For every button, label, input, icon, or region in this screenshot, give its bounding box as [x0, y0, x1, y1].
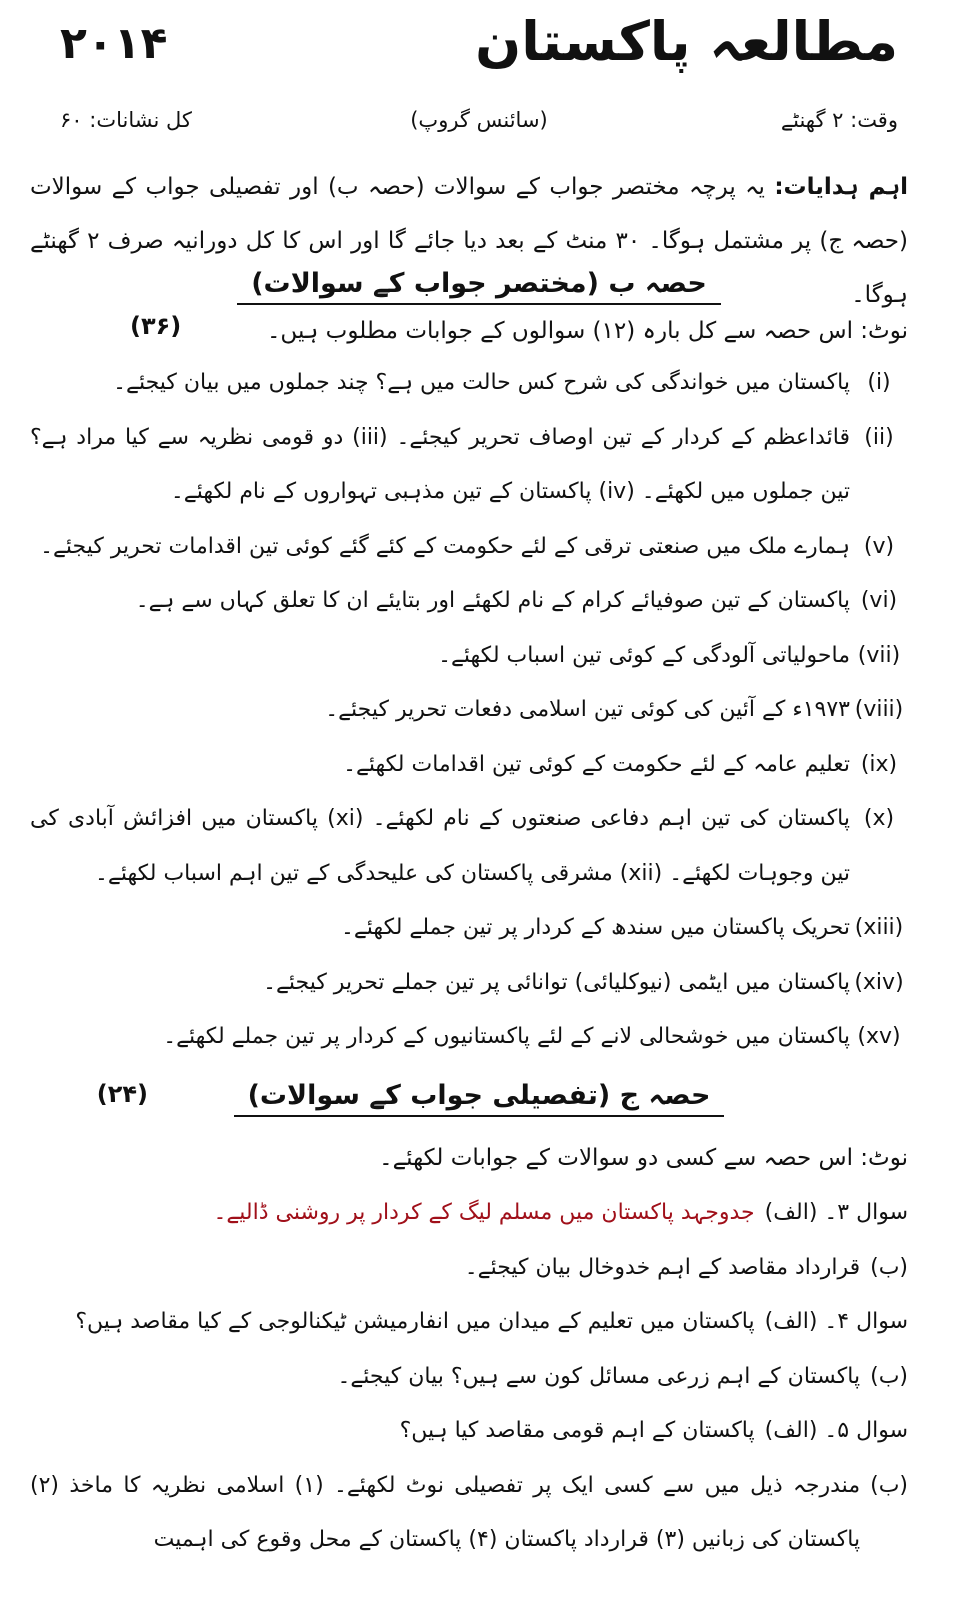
item-label: (x): [863, 806, 895, 831]
item-label: سوال ۴۔ (الف): [764, 1309, 908, 1334]
item-label: (vi): [860, 588, 898, 613]
section-b-heading: [0, 268, 958, 299]
question-item: [30, 629, 908, 684]
section-c-marks: (۲۴): [96, 1080, 148, 1108]
item-label: (ix): [860, 751, 898, 777]
item-text: پاکستان میں تعلیم کے میدان میں انفارمیشن ٹیکنالوجی کے کیا مقاصد ہیں؟: [75, 1309, 755, 1334]
question-item: [30, 356, 908, 411]
item-label: (xi): [327, 806, 364, 831]
item-label: (v): [863, 533, 895, 559]
item-text: تعلیم عامہ کے لئے حکومت کے کوئی تین اقدامات لکھئے۔: [343, 751, 850, 777]
question-item: [30, 738, 908, 793]
question-item: [30, 1350, 908, 1405]
paper-year: ۲۰۱۴: [60, 18, 168, 69]
item-text: پاکستان میں ایٹمی (نیوکلیائی) توانائی پر تین جملے تحریر کیجئے۔: [263, 969, 850, 995]
item-text: پاکستان کی تین اہم دفاعی صنعتوں کے نام لکھئے۔: [372, 806, 850, 831]
question-item: [30, 901, 908, 956]
item-label: (ب): [870, 1363, 908, 1389]
paper-meta: [60, 108, 898, 148]
item-text: دو قومی نظریہ سے کیا مراد ہے؟ تین جملوں میں لکھئے۔: [30, 424, 850, 504]
item-text: پاکستان میں خوشحالی لانے کے لئے پاکستانیوں کے کردار پر تین جملے لکھئے۔: [163, 1024, 850, 1049]
item-text: قائداعظم کے کردار کے تین اوصاف تحریر کیجئے۔: [396, 424, 851, 450]
section-b-heading-text: حصہ ب (مختصر جواب کے سوالات): [237, 268, 721, 305]
time-allowed: وقت: ۲ گھنٹے: [780, 108, 898, 132]
item-label: (iii): [352, 424, 388, 450]
question-item: [30, 1186, 908, 1241]
section-c-list: [30, 1186, 908, 1568]
item-text: پاکستان میں افزائش آبادی کی تین وجوہات لکھئے۔: [30, 806, 850, 886]
question-item: [30, 792, 908, 901]
question-item: [30, 574, 908, 629]
item-text: تحریک پاکستان میں سندھ کے کردار پر تین جملے لکھئے۔: [341, 915, 850, 940]
question-item: [30, 1459, 908, 1568]
item-text: پاکستان کے تین مذہبی تہواروں کے نام لکھئے۔: [170, 479, 592, 504]
item-text: ہمارے ملک میں صنعتی ترقی کے لئے حکومت کے کئے گئے کوئی تین اقدامات تحریر کیجئے۔: [40, 533, 850, 559]
section-b-marks: (۳۶): [130, 312, 182, 340]
item-text: مندرجہ ذیل میں سے کسی ایک پر تفصیلی نوٹ لکھئے۔ (۱) اسلامی نظریہ کا ماخذ (۲) پاکستان کی زبانیں (۳) قرارداد پاکستان (۴) پاکستان کے محل وقوع کی اہمیت: [30, 1472, 861, 1552]
question-item: [30, 1241, 908, 1296]
item-label: (i): [867, 370, 891, 395]
item-label: (xii): [619, 860, 663, 886]
item-label: (ب): [870, 1472, 908, 1498]
paper-title: مطالعہ پاکستان: [475, 10, 898, 73]
instructions-text: یہ پرچہ مختصر جواب کے سوالات (حصہ ب) اور تفصیلی جواب کے سوالات (حصہ ج) پر مشتمل ہوگا۔ ۳۰ منٹ کے بعد دیا جائے گا اور اس کا کل دورانیہ صرف ۲ گھنٹے ہوگا۔: [30, 174, 908, 308]
section-c-heading: [0, 1080, 958, 1111]
item-text: پاکستان کے اہم زرعی مسائل کون سے ہیں؟ بیان کیجئے۔: [337, 1363, 861, 1389]
item-text: پاکستان کے اہم قومی مقاصد کیا ہیں؟: [399, 1418, 755, 1443]
question-item: [30, 683, 908, 738]
question-item: [30, 1010, 908, 1065]
item-label: (ii): [864, 424, 894, 450]
item-label: سوال ۳۔ (الف): [764, 1200, 908, 1225]
question-item: [30, 956, 908, 1011]
group-name: (سائنس گروپ): [410, 108, 548, 132]
item-text: پاکستان کے تین صوفیائے کرام کے نام لکھئے اور بتایئے ان کا تعلق کہاں سے ہے۔: [135, 588, 850, 613]
section-b-note: نوٹ: اس حصہ سے کل بارہ (۱۲) سوالوں کے جوابات مطلوب ہیں۔: [266, 318, 908, 344]
item-text: جدوجہد پاکستان میں مسلم لیگ کے کردار پر روشنی ڈالیے۔: [213, 1200, 755, 1225]
item-label: (xiii): [854, 915, 904, 940]
item-label: (xiv): [854, 969, 904, 995]
item-label: (vii): [857, 642, 901, 668]
question-item: [30, 411, 908, 520]
question-item: [30, 1295, 908, 1350]
item-label: (viii): [854, 697, 904, 722]
item-text: ۱۹۷۳ء کے آئین کی کوئی تین اسلامی دفعات تحریر کیجئے۔: [325, 697, 850, 722]
item-text: مشرقی پاکستان کی علیحدگی کے تین اہم اسباب لکھئے۔: [95, 860, 613, 886]
item-label: (ب): [870, 1254, 908, 1280]
item-text: قرارداد مقاصد کے اہم خدوخال بیان کیجئے۔: [464, 1254, 861, 1280]
section-b-list: [30, 356, 908, 1065]
instructions-label: اہم ہدایات:: [774, 174, 909, 200]
question-item: [30, 520, 908, 575]
item-label: سوال ۵۔ (الف): [764, 1418, 908, 1443]
section-c-heading-text: حصہ ج (تفصیلی جواب کے سوالات): [234, 1080, 725, 1117]
item-text: ماحولیاتی آلودگی کے کوئی تین اسباب لکھئے۔: [438, 642, 850, 668]
section-c-note: نوٹ: اس حصہ سے کسی دو سوالات کے جوابات لکھئے۔: [379, 1145, 908, 1171]
item-text: پاکستان میں خواندگی کی شرح کس حالت میں ہے؟ چند جملوں میں بیان کیجئے۔: [113, 370, 850, 395]
item-label: (xv): [857, 1024, 901, 1049]
item-label: (iv): [598, 479, 635, 504]
question-item: [30, 1404, 908, 1459]
total-marks: کل نشانات: ۶۰: [60, 108, 192, 132]
